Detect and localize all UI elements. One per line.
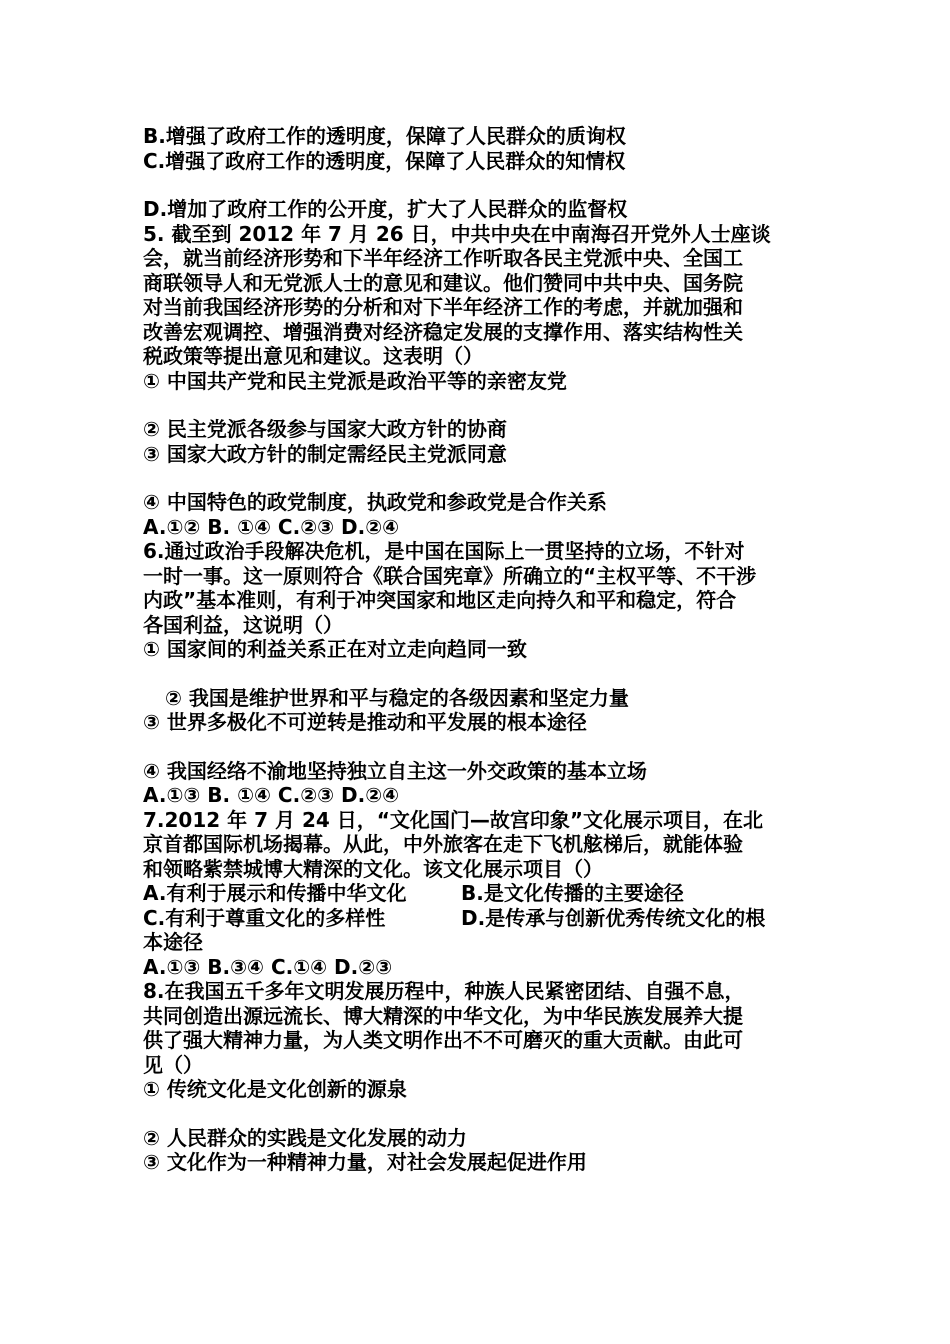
q5-stem-line: 5. 截至到 2012 年 7 月 26 日，中共中央在中南海召开党外人士座谈: [143, 221, 771, 246]
q7-option-d: D.是传承与创新优秀传统文化的根: [461, 905, 766, 930]
q6-stem-line: 一时一事。这一原则符合《联合国宪章》所确立的“主权平等、不干涉: [143, 563, 757, 588]
q6-stem-line: 各国利益，这说明（）: [143, 612, 343, 637]
q8-stem-line: 见（）: [143, 1052, 203, 1077]
q5-stem-line: 税政策等提出意见和建议。这表明（）: [143, 344, 483, 368]
q6-item-1: ① 国家间的利益关系正在对立走向趋同一致: [143, 637, 527, 661]
q8-item-3: ③ 文化作为一种精神力量，对社会发展起促进作用: [143, 1150, 587, 1174]
q5-answer-choices: A.①② B. ①④ C.②③ D.②④: [143, 514, 400, 539]
q5-stem-line: 对当前我国经济形势的分析和对下半年经济工作的考虑，并就加强和: [143, 295, 743, 319]
q6-item-4: ④ 我国经络不渝地坚持独立自主这一外交政策的基本立场: [143, 758, 647, 783]
q8-stem-line: 8.在我国五千多年文明发展历程中，种族人民紧密团结、自强不息，: [143, 979, 745, 1003]
spacer: [143, 393, 823, 417]
q6-stem-line: 6.通过政治手段解决危机，是中国在国际上一贯坚持的立场，不针对: [143, 539, 745, 563]
q5-item-1: ① 中国共产党和民主党派是政治平等的亲密友党: [143, 368, 567, 393]
q5-stem-line: 会，就当前经济形势和下半年经济工作听取各民主党派中央、全国工: [143, 246, 743, 270]
q6-stem-line: 内政”基本准则，有利于冲突国家和地区走向持久和平和稳定，符合: [143, 588, 737, 612]
q6-answer-choices: A.①③ B. ①④ C.②③ D.②④: [143, 783, 400, 807]
q5-item-2: ② 民主党派各级参与国家大政方针的协商: [143, 417, 507, 441]
q7-answer-choices: A.①③ B.③④ C.①④ D.②③: [143, 954, 393, 979]
q7-option-a: A.有利于展示和传播中华文化: [143, 881, 407, 905]
q7-option-c: C.有利于尊重文化的多样性: [143, 905, 386, 930]
q7-stem-line: 和领略紫禁城博大精深的文化。该文化展示项目（）: [143, 856, 603, 881]
q7-options-row-1: [143, 881, 823, 906]
q6-item-2: ② 我国是维护世界和平与稳定的各级因素和坚定力量: [165, 685, 629, 710]
q5-item-3: ③ 国家大政方针的制定需经民主党派同意: [143, 441, 507, 466]
q8-stem-line: 供了强大精神力量，为人类文明作出不不可磨灭的重大贡献。由此可: [143, 1028, 743, 1052]
q7-stem-line: 7.2012 年 7 月 24 日，“文化国门—故宫印象”文化展示项目，在北: [143, 807, 764, 832]
q4-option-b: B.增强了政府工作的透明度，保障了人民群众的质询权: [143, 124, 626, 148]
spacer: [143, 466, 823, 490]
q8-item-1: ① 传统文化是文化创新的源泉: [143, 1077, 407, 1101]
q6-item-3: ③ 世界多极化不可逆转是推动和平发展的根本途径: [143, 710, 587, 734]
q7-option-d-continued: 本途径: [143, 930, 203, 954]
q8-stem-line: 共同创造出源远流长、博大精深的中华文化，为中华民族发展养大提: [143, 1003, 743, 1028]
exam-page: [143, 124, 823, 1175]
q4-option-c: C.增强了政府工作的透明度，保障了人民群众的知情权: [143, 148, 626, 173]
q4-option-d: D.增加了政府工作的公开度，扩大了人民群众的监督权: [143, 197, 628, 221]
q8-item-2: ② 人民群众的实践是文化发展的动力: [143, 1125, 467, 1150]
q7-stem-line: 京首都国际机场揭幕。从此，中外旅客在走下飞机舷梯后，就能体验: [143, 832, 743, 856]
spacer: [143, 735, 823, 759]
q5-stem-line: 改善宏观调控、增强消费对经济稳定发展的支撑作用、落实结构性关: [143, 319, 743, 344]
q5-stem-line: 商联领导人和无党派人士的意见和建议。他们赞同中共中央、国务院: [143, 270, 743, 295]
spacer: [143, 662, 823, 686]
spacer: [143, 1102, 823, 1126]
q7-option-b: B.是文化传播的主要途径: [461, 881, 684, 905]
q5-item-4: ④ 中国特色的政党制度，执政党和参政党是合作关系: [143, 490, 607, 514]
spacer: [143, 173, 823, 197]
q7-options-row-2: [143, 906, 823, 931]
